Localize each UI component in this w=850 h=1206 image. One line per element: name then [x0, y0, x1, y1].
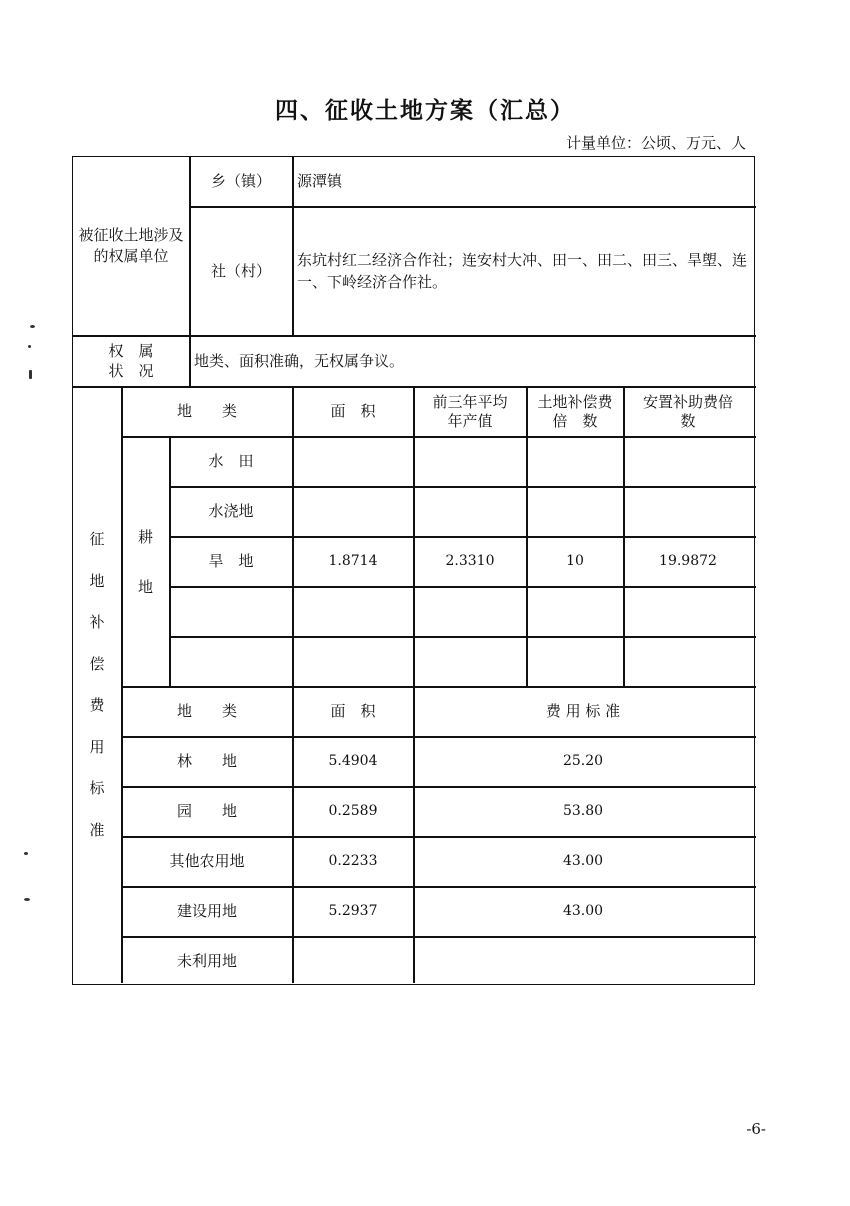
ownership-status-label-line1: 权 属: [108, 342, 154, 360]
township-label: 乡（镇）: [210, 171, 271, 190]
arable-row-type: [170, 587, 292, 636]
arable-header-resettle-multiple: 安置补助费倍 数: [642, 392, 749, 430]
arable-row-avg-output: [414, 437, 526, 486]
ownership-status-label-line2: 状 况: [108, 362, 154, 380]
scan-mark: [28, 345, 31, 348]
owner-unit-label: 被征收土地涉及的权属单位: [78, 226, 184, 265]
arable-row-avg-output: 2.3310: [445, 553, 495, 570]
other-row-type: 建设用地: [176, 902, 237, 921]
other-row-standard: 25.20: [562, 753, 604, 770]
other-row-type: 林 地: [176, 752, 237, 771]
arable-row-type: 水浇地: [208, 502, 254, 521]
other-row-area: 5.2937: [328, 903, 378, 920]
arable-row-resettle-multiple: [624, 437, 752, 486]
ownership-status-label: [74, 336, 188, 386]
other-row-type: 未利用地: [176, 952, 237, 971]
arable-row-land-multiple: 10: [566, 553, 584, 570]
arable-label-char: 耕: [137, 527, 153, 546]
side-label-char: 标: [89, 779, 105, 797]
side-label-char: 征: [89, 530, 105, 548]
other-row-area: 5.4904: [328, 753, 378, 770]
other-row-area: [293, 937, 413, 986]
scan-mark: [24, 852, 28, 855]
other-row-type: 园 地: [176, 802, 237, 821]
arable-header-avg-output: 前三年平均年产值: [432, 392, 508, 430]
arable-row-resettle-multiple: 19.9872: [659, 553, 717, 570]
other-header-area: 面 积: [330, 702, 376, 721]
other-row-area: 0.2589: [328, 803, 378, 820]
arable-row-resettle-multiple: [624, 587, 752, 636]
other-header-standard: 费 用 标 准: [545, 702, 621, 721]
other-row-standard: 43.00: [562, 903, 604, 920]
other-row-standard: 43.00: [562, 853, 604, 870]
other-row-type: 其他农用地: [169, 852, 245, 871]
arable-row-land-multiple: [527, 587, 623, 636]
arable-row-land-multiple: [527, 487, 623, 536]
arable-row-area: [293, 587, 413, 636]
arable-row-area: 1.8714: [328, 553, 378, 570]
side-label-char: 用: [89, 737, 105, 756]
arable-header-land-type: 地 类: [176, 402, 237, 421]
arable-header-area: 面 积: [330, 402, 376, 421]
measurement-units: 计量单位：公顷、万元、人: [565, 134, 746, 152]
arable-row-area: [293, 487, 413, 536]
page-title: 四、征收土地方案（汇总）: [275, 98, 575, 124]
arable-row-land-multiple: [527, 637, 623, 686]
scan-mark: [30, 325, 35, 328]
arable-row-avg-output: [414, 487, 526, 536]
township-value: 源潭镇: [297, 171, 343, 190]
side-label-char: 费: [89, 696, 105, 714]
arable-row-type: 旱 地: [208, 552, 254, 571]
arable-land-label: [122, 437, 169, 686]
arable-row-area: [293, 437, 413, 486]
scan-mark: [24, 898, 30, 901]
arable-row-land-multiple: [527, 437, 623, 486]
arable-row-area: [293, 637, 413, 686]
compensation-side-label: [73, 387, 121, 983]
other-row-standard: 53.80: [562, 803, 604, 820]
scan-mark: [29, 370, 32, 379]
page-number: -6-: [746, 1120, 766, 1138]
arable-row-type: [170, 637, 292, 686]
other-row-area: 0.2233: [328, 853, 378, 870]
arable-row-resettle-multiple: [624, 487, 752, 536]
other-row-standard: [414, 937, 752, 986]
arable-row-type: 水 田: [208, 452, 254, 471]
side-label-char: 偿: [89, 654, 105, 673]
side-label-char: 准: [89, 820, 105, 839]
land-acquisition-table: [72, 156, 756, 986]
other-header-land-type: 地 类: [176, 702, 237, 721]
side-label-char: 地: [89, 571, 105, 590]
arable-label-char: 地: [137, 577, 153, 596]
arable-row-avg-output: [414, 587, 526, 636]
arable-header-land-multiple: 土地补偿费倍 数: [537, 392, 613, 430]
village-label: 社（村）: [210, 261, 271, 280]
ownership-status-value: 地类、面积准确，无权属争议。: [194, 351, 405, 370]
arable-row-avg-output: [414, 637, 526, 686]
arable-row-resettle-multiple: [624, 637, 752, 686]
village-value: 东坑村红二经济合作社；连安村大冲、田一、田二、田三、旱塱、连一、下岭经济合作社。: [297, 250, 748, 291]
side-label-char: 补: [89, 613, 105, 631]
